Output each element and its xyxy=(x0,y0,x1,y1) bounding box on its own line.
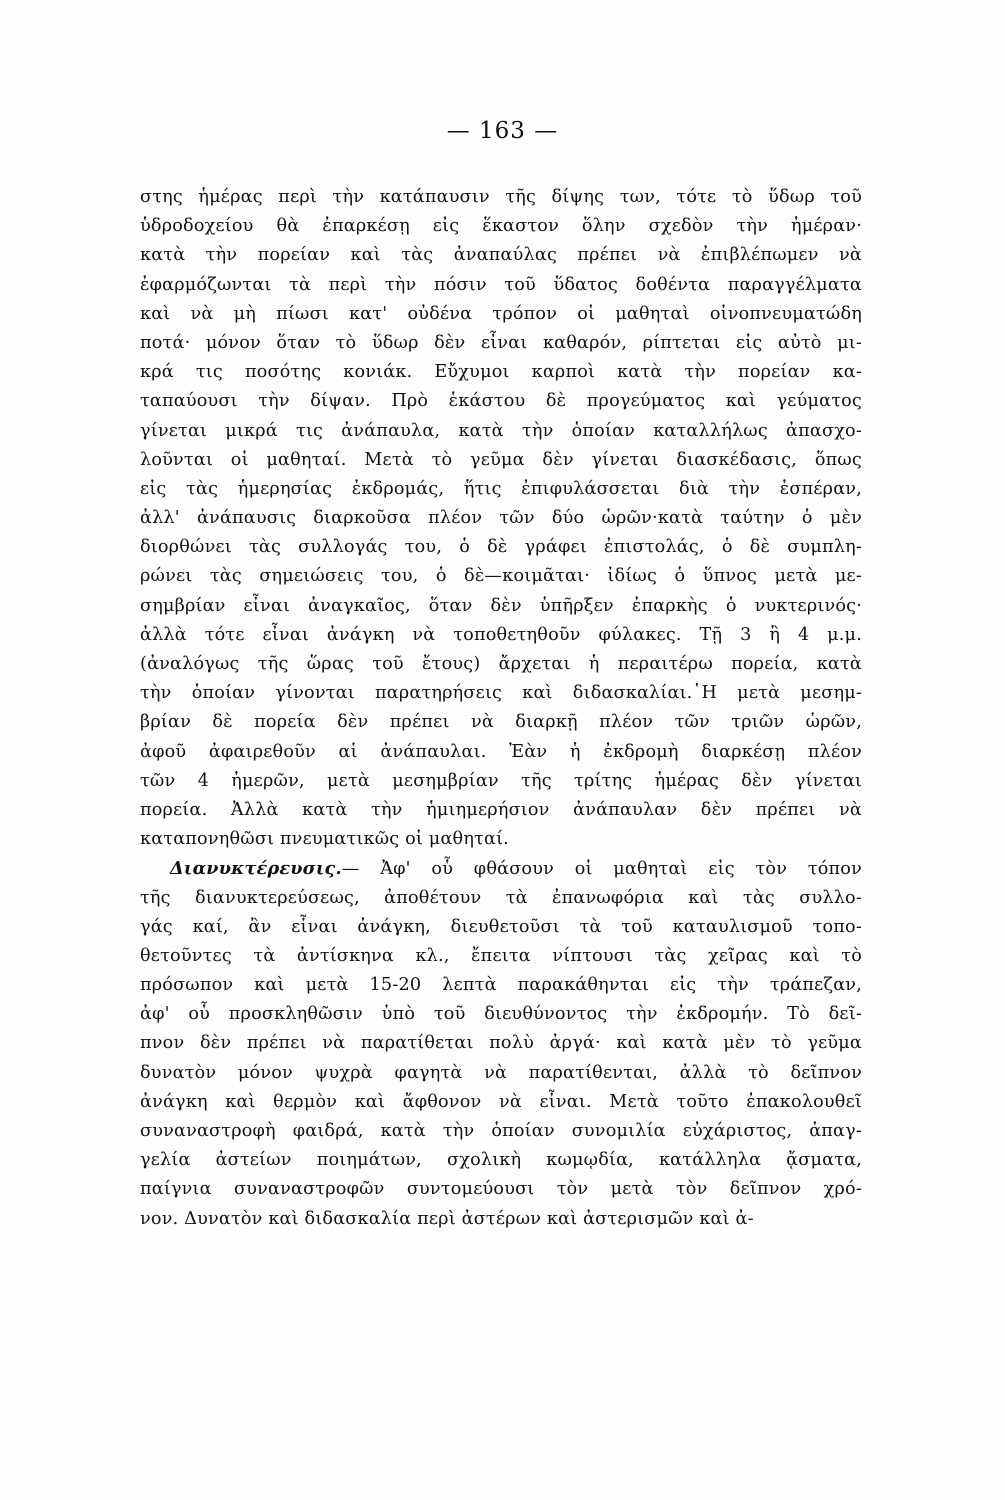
text-line xyxy=(140,825,862,854)
text-line xyxy=(140,212,862,241)
text-line xyxy=(140,679,862,708)
text-line-content: ὑδροδοχείου θὰ ἐπαρκέσῃ εἰς ἕκαστον ὅλην σχεδὸν τὴν ἡμέραν· xyxy=(140,216,862,237)
text-line xyxy=(140,942,862,971)
body-text xyxy=(140,183,862,1234)
text-line-content: ρώνει τὰς σημειώσεις του, ὁ δὲ—κοιμᾶται· ἰδίως ὁ ὕπνος μετὰ με- xyxy=(140,566,862,587)
text-line xyxy=(140,854,862,883)
text-line xyxy=(140,1117,862,1146)
text-line-content: ἀφ' οὗ προσκληθῶσιν ὑπὸ τοῦ διευθύνοντος τὴν ἐκδρομήν. Τὸ δεῖ- xyxy=(140,1004,862,1025)
text-line xyxy=(140,913,862,942)
text-line-content: κατὰ τὴν πορείαν καὶ τὰς ἀναπαύλας πρέπει νὰ ἐπιβλέπωμεν νὰ xyxy=(140,245,862,266)
text-line xyxy=(140,708,862,737)
text-line-content: ἀλλ' ἀνάπαυσις διαρκοῦσα πλέον τῶν δύο ὡρῶν·κατὰ ταύτην ὁ μὲν xyxy=(140,508,862,529)
text-line xyxy=(140,1146,862,1175)
text-line xyxy=(140,884,862,913)
text-line xyxy=(140,504,862,533)
text-line xyxy=(140,1059,862,1088)
text-line xyxy=(140,329,862,358)
text-line-content: εἰς τὰς ἡμερησίας ἐκδρομάς, ἥτις ἐπιφυλάσσεται διὰ τὴν ἑσπέραν, xyxy=(140,478,862,499)
text-line xyxy=(140,621,862,650)
text-line xyxy=(140,183,862,212)
text-line xyxy=(140,562,862,591)
text-line-content: γίνεται μικρά τις ἀνάπαυλα, κατὰ τὴν ὁποίαν καταλλήλως ἀπασχο- xyxy=(140,420,862,441)
text-line xyxy=(140,387,862,416)
text-line-content: ταπαύουσι τὴν δίψαν. Πρὸ ἑκάστου δὲ προγεύματος καὶ γεύματος xyxy=(140,391,862,412)
text-line-content: πορεία. Ἀλλὰ κατὰ τὴν ἡμιημερήσιον ἀνάπαυλαν δὲν πρέπει νὰ xyxy=(140,799,862,820)
page-number: — 163 — xyxy=(446,118,559,144)
text-line xyxy=(140,971,862,1000)
text-line-content: — Ἀφ' οὗ φθάσουν οἱ μαθηταὶ εἰς τὸν τόπον xyxy=(341,859,862,880)
text-line-content: ἀλλὰ τότε εἶναι ἀνάγκη νὰ τοποθετηθοῦν φύλακες. Τῇ 3 ἢ 4 μ.μ. xyxy=(140,624,862,645)
text-line xyxy=(140,1000,862,1029)
text-line-content: τὴν ὁποίαν γίνονται παρατηρήσεις καὶ διδασκαλίαι.῾Η μετὰ μεσημ- xyxy=(140,683,862,704)
text-line xyxy=(140,446,862,475)
text-line-content: ἐφαρμόζωνται τὰ περὶ τὴν πόσιν τοῦ ὕδατος δοθέντα παραγγέλματα xyxy=(140,274,862,295)
text-line-content: γελία ἀστείων ποιημάτων, σχολικὴ κωμῳδία, κατάλληλα ᾄσματα, xyxy=(140,1150,862,1171)
text-line-content: δυνατὸν μόνον ψυχρὰ φαγητὰ νὰ παρατίθενται, ἀλλὰ τὸ δεῖπνον xyxy=(140,1062,862,1083)
text-line-content: θετοῦντες τὰ ἀντίσκηνα κλ., ἔπειτα νίπτουσι τὰς χεῖρας καὶ τὸ xyxy=(140,945,862,966)
text-line-content: σημβρίαν εἶναι ἀναγκαῖος, ὅταν δὲν ὑπῆρξεν ἐπαρκὴς ὁ νυκτερινός· xyxy=(140,595,862,616)
text-line xyxy=(140,417,862,446)
text-line-content: γάς καί, ἂν εἶναι ἀνάγκη, διευθετοῦσι τὰ τοῦ καταυλισμοῦ τοπο- xyxy=(140,916,862,937)
text-line-content: συναναστροφὴ φαιδρά, κατὰ τὴν ὁποίαν συνομιλία εὐχάριστος, ἀπαγ- xyxy=(140,1121,862,1141)
text-line xyxy=(140,533,862,562)
text-line-content: τῶν 4 ἡμερῶν, μετὰ μεσημβρίαν τῆς τρίτης ἡμέρας δὲν γίνεται xyxy=(140,770,862,791)
text-line-content: (ἀναλόγως τῆς ὥρας τοῦ ἔτους) ἄρχεται ἡ περαιτέρω πορεία, κατὰ xyxy=(140,654,862,674)
text-line-content: τῆς διανυκτερεύσεως, ἀποθέτουν τὰ ἐπανωφόρια καὶ τὰς συλλο- xyxy=(140,887,862,908)
text-line-content: διορθώνει τὰς συλλογάς του, ὁ δὲ γράφει ἐπιστολάς, ὁ δὲ συμπλη- xyxy=(140,537,862,558)
text-line xyxy=(140,1205,862,1234)
text-line xyxy=(140,650,862,679)
text-line-content: καὶ νὰ μὴ πίωσι κατ' οὐδένα τρόπον οἱ μαθηταὶ οἰνοπνευματώδη xyxy=(140,303,862,324)
text-line xyxy=(140,271,862,300)
text-line xyxy=(140,300,862,329)
text-line xyxy=(140,738,862,767)
text-line xyxy=(140,358,862,387)
text-line xyxy=(140,1088,862,1117)
text-line-content: κρά τις ποσότης κονιάκ. Εὔχυμοι καρποὶ κατὰ τὴν πορείαν κα- xyxy=(140,362,862,383)
text-line-content: ποτά· μόνον ὅταν τὸ ὕδωρ δὲν εἶναι καθαρόν, ρίπτεται εἰς αὐτὸ μι- xyxy=(140,332,862,353)
text-line-content: ἀφοῦ ἀφαιρεθοῦν αἱ ἀνάπαυλαι. Ἐὰν ἡ ἐκδρομὴ διαρκέσῃ πλέον xyxy=(140,741,862,762)
text-line xyxy=(140,241,862,270)
text-line-content: πρόσωπον καὶ μετὰ 15-20 λεπτὰ παρακάθηνται εἰς τὴν τράπεζαν, xyxy=(140,975,862,996)
text-line xyxy=(140,592,862,621)
text-line-content: νον. Δυνατὸν καὶ διδασκαλία περὶ ἀστέρων καὶ ἀστερισμῶν καὶ ἀ- xyxy=(140,1208,754,1229)
text-line-content: καταπονηθῶσι πνευματικῶς οἱ μαθηταί. xyxy=(140,829,509,850)
text-line-content: πνον δὲν πρέπει νὰ παρατίθεται πολὺ ἀργά· καὶ κατὰ μὲν τὸ γεῦμα xyxy=(140,1033,862,1054)
text-line-content: ἀνάγκη καὶ θερμὸν καὶ ἄφθονον νὰ εἶναι. Μετὰ τοῦτο ἐπακολουθεῖ xyxy=(140,1091,862,1112)
text-line-content: παίγνια συναναστροφῶν συντομεύουσι τὸν μετὰ τὸν δεῖπνον χρό- xyxy=(140,1179,862,1200)
text-line xyxy=(140,796,862,825)
text-line xyxy=(140,1175,862,1204)
text-line xyxy=(140,475,862,504)
section-heading: Διανυκτέρευσις. xyxy=(170,858,342,880)
text-line xyxy=(140,1029,862,1058)
text-line-content: λοῦνται οἱ μαθηταί. Μετὰ τὸ γεῦμα δὲν γίνεται διασκέδασις, ὅπως xyxy=(140,449,862,470)
text-line xyxy=(140,767,862,796)
text-line-content: βρίαν δὲ πορεία δὲν πρέπει νὰ διαρκῇ πλέον τῶν τριῶν ὡρῶν, xyxy=(140,712,862,733)
text-line-content: στης ἡμέρας περὶ τὴν κατάπαυσιν τῆς δίψης των, τότε τὸ ὕδωρ τοῦ xyxy=(140,187,862,207)
